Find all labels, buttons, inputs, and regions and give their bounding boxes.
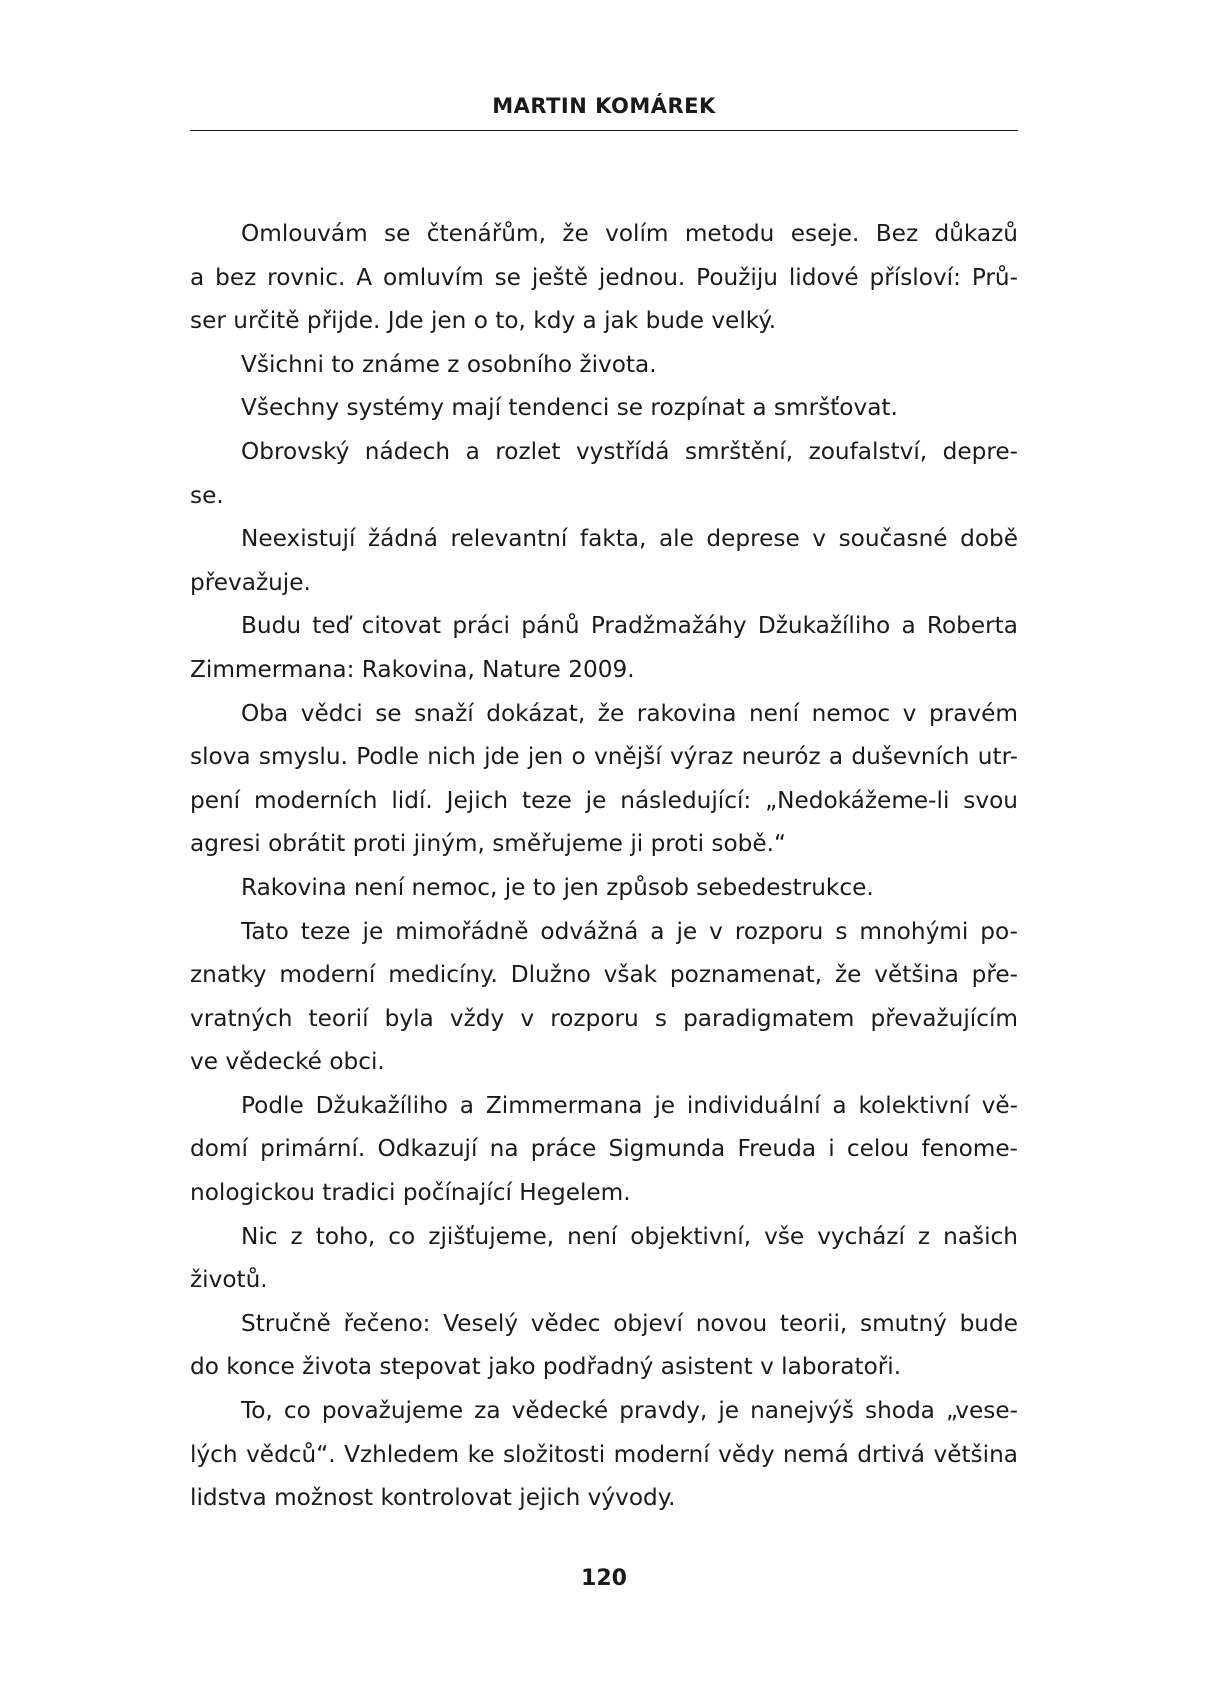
text-line: Nic z toho, co zjišťujeme, není objektivní, vše vychází z našich: [241, 1222, 1018, 1250]
text-line: znatky moderní medicíny. Dlužno však poznamenat, že většina pře-: [190, 961, 1018, 989]
text-line: lých vědců“. Vzhledem ke složitosti moderní vědy nemá drtivá většina: [190, 1440, 1018, 1468]
paragraph: [190, 910, 1018, 1084]
text-line: Stručně řečeno: Veselý vědec objeví novou teorii, smutný bude: [241, 1309, 1018, 1337]
text-line: agresi obrátit proti jiným, směřujeme ji proti sobě.“: [190, 830, 787, 858]
text-line: Rakovina není nemoc, je to jen způsob sebedestrukce.: [241, 873, 874, 901]
text-line: Tato teze je mimořádně odvážná a je v rozporu s mnohými po-: [241, 917, 1018, 945]
paragraph: [190, 1084, 1018, 1215]
text-line: Zimmermana: Rakovina, Nature 2009.: [190, 655, 635, 683]
text-line: do konce života stepovat jako podřadný asistent v laboratoři.: [190, 1353, 902, 1381]
text-line: se.: [190, 481, 224, 509]
text-line: To, co považujeme za vědecké pravdy, je nanejvýš shoda „vese-: [241, 1397, 1018, 1425]
paragraph: [190, 866, 1018, 910]
body-text: [190, 212, 1018, 1520]
text-line: Oba vědci se snaží dokázat, že rakovina není nemoc v pravém: [241, 699, 1018, 727]
text-line: Omlouvám se čtenářům, že volím metodu eseje. Bez důkazů: [241, 220, 1018, 247]
text-line: Podle Džukažíliho a Zimmermana je individuální a kolektivní vě-: [241, 1091, 1018, 1119]
paragraph: [190, 517, 1018, 604]
paragraph: [190, 1302, 1018, 1389]
text-line: Neexistují žádná relevantní fakta, ale deprese v současné době: [241, 525, 1018, 553]
paragraph: [190, 343, 1018, 387]
text-line: domí primární. Odkazují na práce Sigmunda Freuda i celou fenome-: [190, 1135, 1018, 1163]
paragraph: [190, 604, 1018, 691]
text-line: ve vědecké obci.: [190, 1048, 385, 1076]
text-line: a bez rovnic. A omluvím se ještě jednou. Použiju lidové přísloví: Prů-: [190, 263, 1018, 291]
paragraph: [190, 1389, 1018, 1520]
text-line: slova smyslu. Podle nich jde jen o vnější výraz neuróz a duševních utr-: [190, 743, 1018, 771]
text-line: Obrovský nádech a rozlet vystřídá smrštění, zoufalství, depre-: [241, 437, 1018, 465]
paragraph: [190, 386, 1018, 430]
text-line: ser určitě přijde. Jde jen o to, kdy a jak bude velký.: [190, 307, 777, 335]
text-line: Budu teď citovat práci pánů Pradžmažáhy Džukažíliho a Roberta: [241, 612, 1018, 640]
text-line: Všichni to známe z osobního života.: [241, 350, 657, 378]
text-line: Všechny systémy mají tendenci se rozpínat a smršťovat.: [241, 394, 898, 422]
paragraph: [190, 430, 1018, 517]
page-number: 120: [581, 1566, 627, 1591]
text-line: nologickou tradici počínající Hegelem.: [190, 1179, 631, 1207]
text-line: pení moderních lidí. Jejich teze je následující: „Nedokážeme-li svou: [190, 786, 1018, 814]
running-header-author: MARTIN KOMÁREK: [492, 94, 716, 118]
header-rule: [190, 130, 1018, 131]
text-line: vratných teorií byla vždy v rozporu s paradigmatem převažujícím: [190, 1004, 1018, 1032]
text-line: životů.: [190, 1266, 268, 1294]
paragraph: [190, 212, 1018, 343]
paragraph: [190, 692, 1018, 866]
text-line: lidstva možnost kontrolovat jejich vývody.: [190, 1484, 676, 1512]
paragraph: [190, 1215, 1018, 1302]
text-line: převažuje.: [190, 568, 311, 596]
